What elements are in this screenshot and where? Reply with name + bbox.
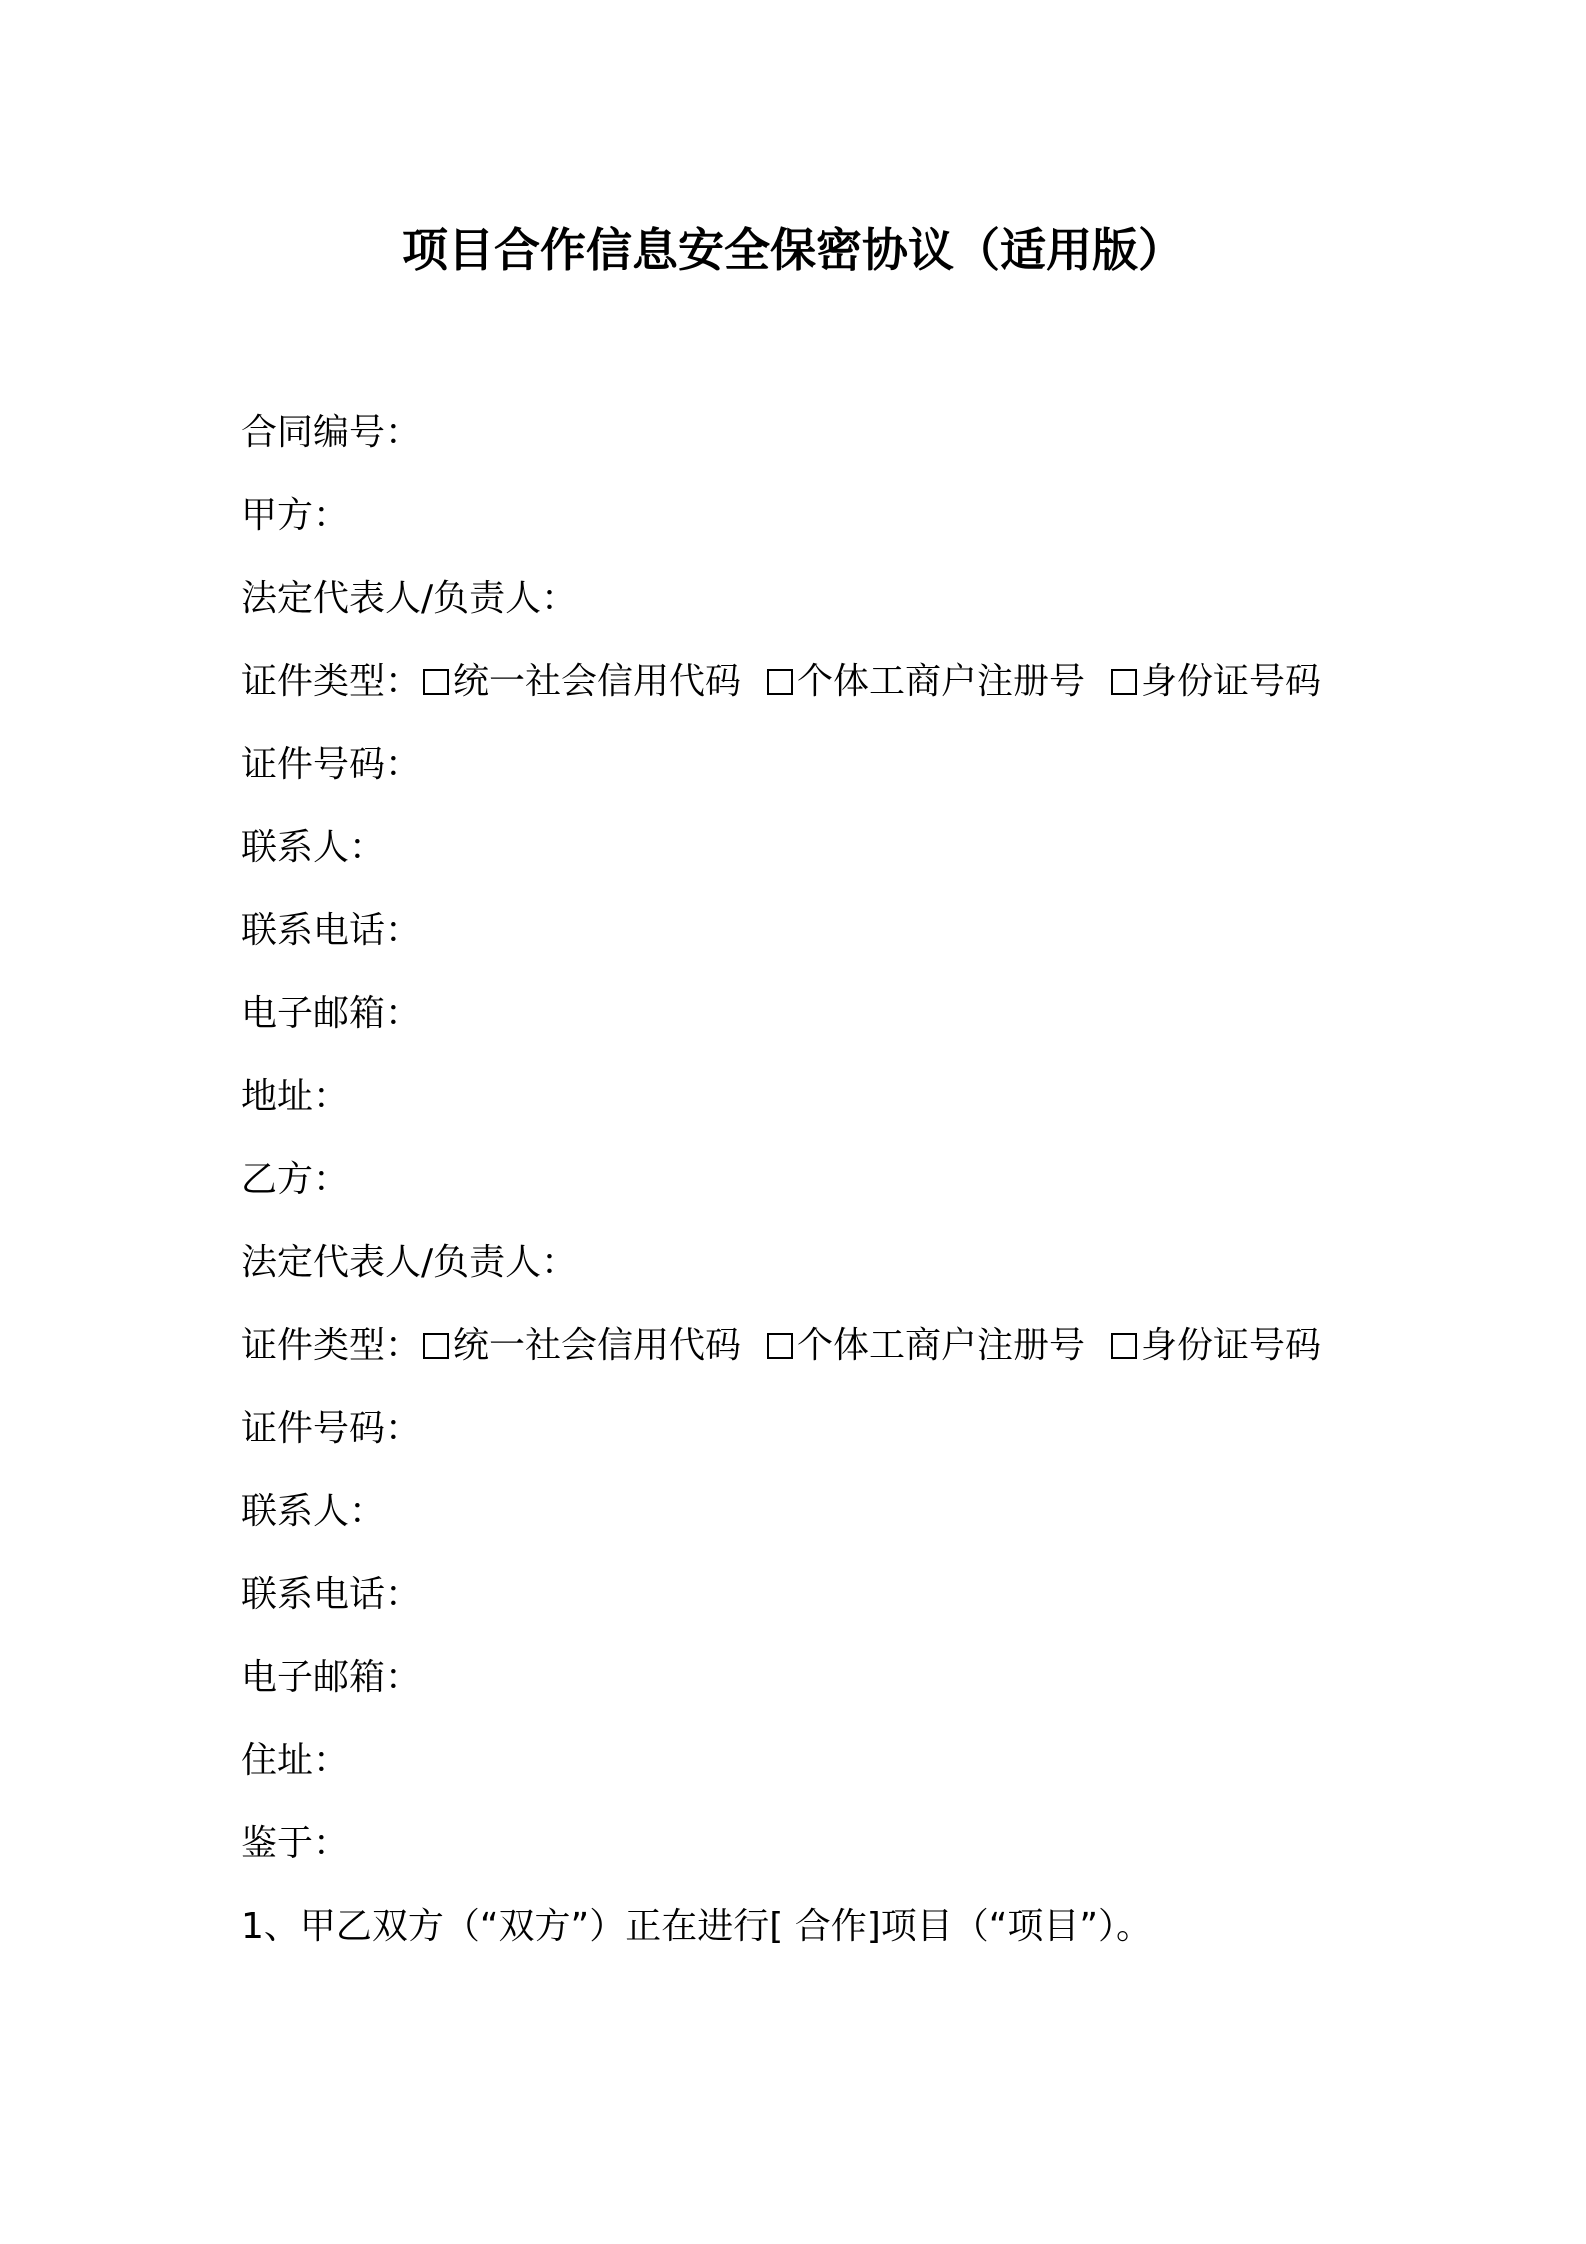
checkbox-icon[interactable] bbox=[1111, 669, 1137, 695]
party-a-contact-field bbox=[241, 823, 1391, 873]
checkbox-icon[interactable] bbox=[423, 1333, 449, 1359]
party-b-contact-field bbox=[241, 1487, 1391, 1537]
party-a-field bbox=[241, 491, 1391, 541]
document-title: 项目合作信息安全保密协议（适用版） bbox=[402, 223, 1184, 277]
party-a-email-field bbox=[241, 989, 1391, 1039]
option-label: 个体工商户注册号 bbox=[797, 661, 1086, 702]
party-a-phone-field bbox=[241, 906, 1391, 956]
whereas-label: 鉴于： bbox=[241, 1823, 350, 1864]
party-b-email-label: 电子邮箱： bbox=[241, 1657, 422, 1698]
party-a-contact-label: 联系人： bbox=[241, 827, 386, 868]
party-a-phone-label: 联系电话： bbox=[241, 910, 422, 951]
party-b-address-label: 住址： bbox=[241, 1740, 350, 1781]
option-label: 统一社会信用代码 bbox=[453, 661, 742, 702]
party-b-field bbox=[241, 1155, 1391, 1205]
clause-1-text: 1、甲乙双方（“双方”）正在进行[ 合作]项目（“项目”）。 bbox=[241, 1906, 1153, 1947]
party-b-contact-label: 联系人： bbox=[241, 1491, 386, 1532]
party-b-email-field bbox=[241, 1653, 1391, 1703]
party-b-representative-field bbox=[241, 1238, 1391, 1288]
option-label: 身份证号码 bbox=[1141, 1325, 1322, 1366]
party-a-representative-label: 法定代表人/负责人： bbox=[241, 578, 578, 619]
party-b-id-number-field bbox=[241, 1404, 1391, 1454]
checkbox-icon[interactable] bbox=[767, 1333, 793, 1359]
party-b-address-field bbox=[241, 1736, 1391, 1786]
party-b-id-number-label: 证件号码： bbox=[241, 1408, 422, 1449]
party-a-id-type-option-credit-code[interactable] bbox=[421, 661, 741, 702]
party-a-id-type-option-id-card[interactable] bbox=[1109, 661, 1321, 702]
party-a-address-field bbox=[241, 1072, 1391, 1122]
option-label: 统一社会信用代码 bbox=[453, 1325, 742, 1366]
party-a-email-label: 电子邮箱： bbox=[241, 993, 422, 1034]
party-b-id-type-option-credit-code[interactable] bbox=[421, 1325, 741, 1366]
contract-number-label: 合同编号： bbox=[241, 412, 422, 453]
checkbox-icon[interactable] bbox=[1111, 1333, 1137, 1359]
contract-number-field bbox=[241, 408, 1391, 458]
party-a-id-number-field bbox=[241, 740, 1391, 790]
party-b-id-type-label: 证件类型： bbox=[241, 1325, 422, 1366]
party-b-representative-label: 法定代表人/负责人： bbox=[241, 1242, 578, 1283]
party-b-phone-label: 联系电话： bbox=[241, 1574, 422, 1615]
party-a-id-type-label: 证件类型： bbox=[241, 661, 422, 702]
party-b-id-type-option-business-reg[interactable] bbox=[765, 1325, 1085, 1366]
checkbox-icon[interactable] bbox=[423, 669, 449, 695]
party-a-representative-field bbox=[241, 574, 1391, 624]
party-b-id-type-option-id-card[interactable] bbox=[1109, 1325, 1321, 1366]
contract-fields bbox=[241, 408, 1391, 1985]
party-a-id-type-option-business-reg[interactable] bbox=[765, 661, 1085, 702]
checkbox-icon[interactable] bbox=[767, 669, 793, 695]
whereas-heading bbox=[241, 1819, 1391, 1869]
party-b-id-type-field bbox=[241, 1321, 1391, 1371]
option-label: 个体工商户注册号 bbox=[797, 1325, 1086, 1366]
party-b-phone-field bbox=[241, 1570, 1391, 1620]
option-label: 身份证号码 bbox=[1141, 661, 1322, 702]
party-a-id-number-label: 证件号码： bbox=[241, 744, 422, 785]
clause-1 bbox=[241, 1902, 1391, 1952]
party-a-id-type-field bbox=[241, 657, 1391, 707]
party-a-label: 甲方： bbox=[241, 495, 350, 536]
party-a-address-label: 地址： bbox=[241, 1076, 350, 1117]
party-b-label: 乙方： bbox=[241, 1159, 350, 1200]
